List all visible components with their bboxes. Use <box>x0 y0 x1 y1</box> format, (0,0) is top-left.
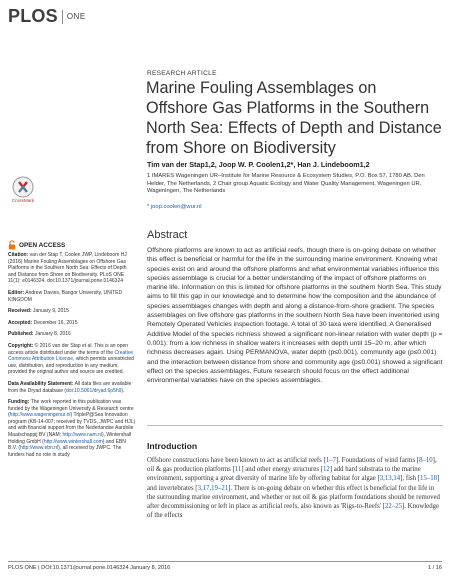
crossmark-icon <box>12 176 34 198</box>
editor-label: Editor: <box>8 289 25 296</box>
affiliations: 1 IMARES Wageningen UR–Institute for Marine Resource & Ecosystem Studies, P.O. Box 57, 1780 AB, Den Helder, The Netherlands, 2 Chair group Aquatic Ecology and Water Quality Management, Wageningen UR, Wageningen, The Netherlands <box>147 173 425 195</box>
citation-block <box>8 252 136 285</box>
data-availability-block <box>8 381 136 394</box>
citation-ref[interactable]: 22–25 <box>385 503 403 511</box>
accepted-block <box>8 320 136 327</box>
funder-link-wur[interactable]: http://www.wageningenur.nl <box>9 412 71 419</box>
page-footer <box>8 561 442 571</box>
intro-text-9: ]. Knowledge of the effects <box>147 503 440 520</box>
intro-text-4: ] and other energy structures [ <box>241 466 323 474</box>
license-link[interactable]: Creative Commons Attribution License <box>8 349 134 363</box>
open-lock-icon <box>8 240 16 250</box>
citation-ref[interactable]: 11 <box>234 466 242 474</box>
citation-ref[interactable]: 3,17,19–21 <box>197 484 229 492</box>
copyright-text-end: , which permits unrestricted use, distribution, and reproduction in any medium, provided the original author and source are credited. <box>8 356 134 376</box>
published-label: Published: <box>8 331 34 338</box>
citation-ref[interactable]: 3,13,14 <box>379 475 401 483</box>
page-number: 1 / 16 <box>428 565 442 571</box>
received-date: January 9, 2015 <box>33 308 69 315</box>
funding-label: Funding: <box>8 399 30 406</box>
published-date: January 8, 2016 <box>34 331 71 338</box>
intro-text-7: ] and invertebrates [ <box>147 475 440 492</box>
funding-text: The work reported in this publication was funded by the Wageningen University & Research centre ( <box>8 399 134 419</box>
copyright-label: Copyright: <box>8 342 34 349</box>
funder-link-ebn[interactable]: http://www.ebn.nl <box>20 445 59 452</box>
received-label: Received: <box>8 308 32 315</box>
funder-link-nam[interactable]: http://www.nam.nl <box>62 432 102 439</box>
data-availability-label: Data Availability Statement: <box>8 380 74 387</box>
funding-text-2: ) TripleP@Sea Innovation program (KB-14-007; received by TVDS, JWPC and HJL) and with financial support from the Nederlandse Aardolie Maatschappij BV (NAM; <box>8 412 136 439</box>
intro-text-1: Offshore constructions have been known to act as artificial reefs [ <box>147 457 326 464</box>
published-block <box>8 331 136 338</box>
editor-text: Andrew Davies, Bangor University, UNITED KINGDOM <box>8 289 123 303</box>
abstract-heading: Abstract <box>147 229 188 241</box>
logo-divider <box>62 10 63 24</box>
intro-text-6: ], fish [ <box>400 475 420 483</box>
citation-ref[interactable]: 15–18 <box>420 475 437 483</box>
citation-label: Citation: <box>8 252 29 258</box>
received-block <box>8 308 136 315</box>
article-type: RESEARCH ARTICLE <box>147 70 217 77</box>
article-metadata-sidebar <box>8 252 136 463</box>
dryad-link[interactable]: doi:10.5061/dryad.6p5h9 <box>66 387 122 394</box>
journal-name: PLOS <box>8 6 58 26</box>
open-access-label: OPEN ACCESS <box>19 241 66 249</box>
open-access-badge <box>8 240 65 250</box>
introduction-heading: Introduction <box>147 441 198 451</box>
journal-subname: ONE <box>66 12 86 21</box>
funder-link-wintershall[interactable]: http://www.wintershall.com <box>43 438 103 445</box>
corresponding-email[interactable]: * joop.coolen@wur.nl <box>147 204 202 210</box>
copyright-text: © 2016 van der Stap et al. This is an open access article distributed under the terms of the <box>8 342 129 356</box>
editor-block <box>8 290 136 303</box>
intro-text-8: ]. There is on-going debate on whether this effect is beneficial for the life in the surrounding marine environment, and whether or not oil & gas platform foundations should be removed after decommissioning or left in place as artificial reefs, also known as 'Rigs-to-Reefs' [ <box>147 484 440 511</box>
citation-ref[interactable]: 1–7 <box>325 457 336 464</box>
author-list[interactable]: Tim van der Stap1,2, Joop W. P. Coolen1,2*, Han J. Lindeboom1,2 <box>147 160 370 169</box>
article-title: Marine Fouling Assemblages on Offshore Gas Platforms in the Southern North Sea: Effects of Depth and Distance from Shore on Biodiversity <box>146 79 442 157</box>
data-availability-text: All data files are available from the Dryad database ( <box>8 380 132 394</box>
citation-ref[interactable]: 12 <box>322 466 330 474</box>
funding-text-3: ), Wintershall Holding GmbH ( <box>8 432 132 445</box>
introduction-text <box>147 456 443 520</box>
footer-doi: PLOS ONE | DOI:10.1371/journal.pone.0146324 January 8, 2016 <box>8 565 171 571</box>
intro-text-2: ]. Foundations of wind farms [ <box>336 457 420 464</box>
funding-text-5: ), all received by JWPC. The funders had no role in study <box>8 445 122 458</box>
data-availability-end: ). <box>121 387 125 394</box>
citation-text: van der Stap T, Coolen JWP, Lindeboom HJ (2016) Marine Fouling Assemblages on Offshore Gas Platforms in the Southern North Sea: Effects of Depth and Distance from Shore on Biodiversity. PLoS ONE 11(1): e0146324. doi:10.1371/journal.pone.0146324 <box>8 252 127 285</box>
crossmark-label: CrossMark <box>11 198 35 203</box>
citation-ref[interactable]: 8–10 <box>419 457 433 464</box>
crossmark-badge[interactable] <box>8 176 38 203</box>
journal-logo <box>8 6 86 27</box>
abstract-text: Offshore platforms are known to act as artificial reefs, though there is on-going debate on whether this effect is beneficial or harmful for the life in the surrounding marine environment. Knowing what species exist on and around the offshore platforms and what environmental variables influence this species assemblage is crucial for a better understanding of the impact of offshore platforms on marine life. Information on this is limited for offshore platforms in the southern North Sea. This study aims to fill this gap in our knowledge and to determine how the composition and the abundance of species assemblages changes with depth and along a distance-from-shore gradient. The species assemblages on five offshore gas platforms in the southern North Sea have been inventoried using Remotely Operated Vehicles inspection footage. A total of 30 taxa were identified. A Generalised Additive Model of the species richness showed a significant non-linear relation with water depth (p = 0.001): from a low richness in shallow waters it increases with depth until 15–20 m, after which richness decreases again. Using PERMANOVA, water depth (p≤0.001), community age (p≤0.001) and the interaction between distance from shore and community age (p≤0.001) showed a significant effect on the species assemblages. Future research should focus on the effect additional environmental variables have on the species assemblages. <box>147 247 443 385</box>
copyright-block <box>8 343 136 376</box>
intro-text-3: ], oil & gas production platforms [ <box>147 457 437 474</box>
funding-text-4: ) and EBN B.V. ( <box>8 438 126 452</box>
accepted-date: December 16, 2015 <box>33 319 78 326</box>
section-divider <box>147 425 443 426</box>
accepted-label: Accepted: <box>8 319 33 326</box>
funding-block <box>8 399 136 458</box>
intro-text-5: ] add hard substrata to the marine environment, supporting a great diversity of marine life by offering habitat for algae [ <box>147 466 421 483</box>
